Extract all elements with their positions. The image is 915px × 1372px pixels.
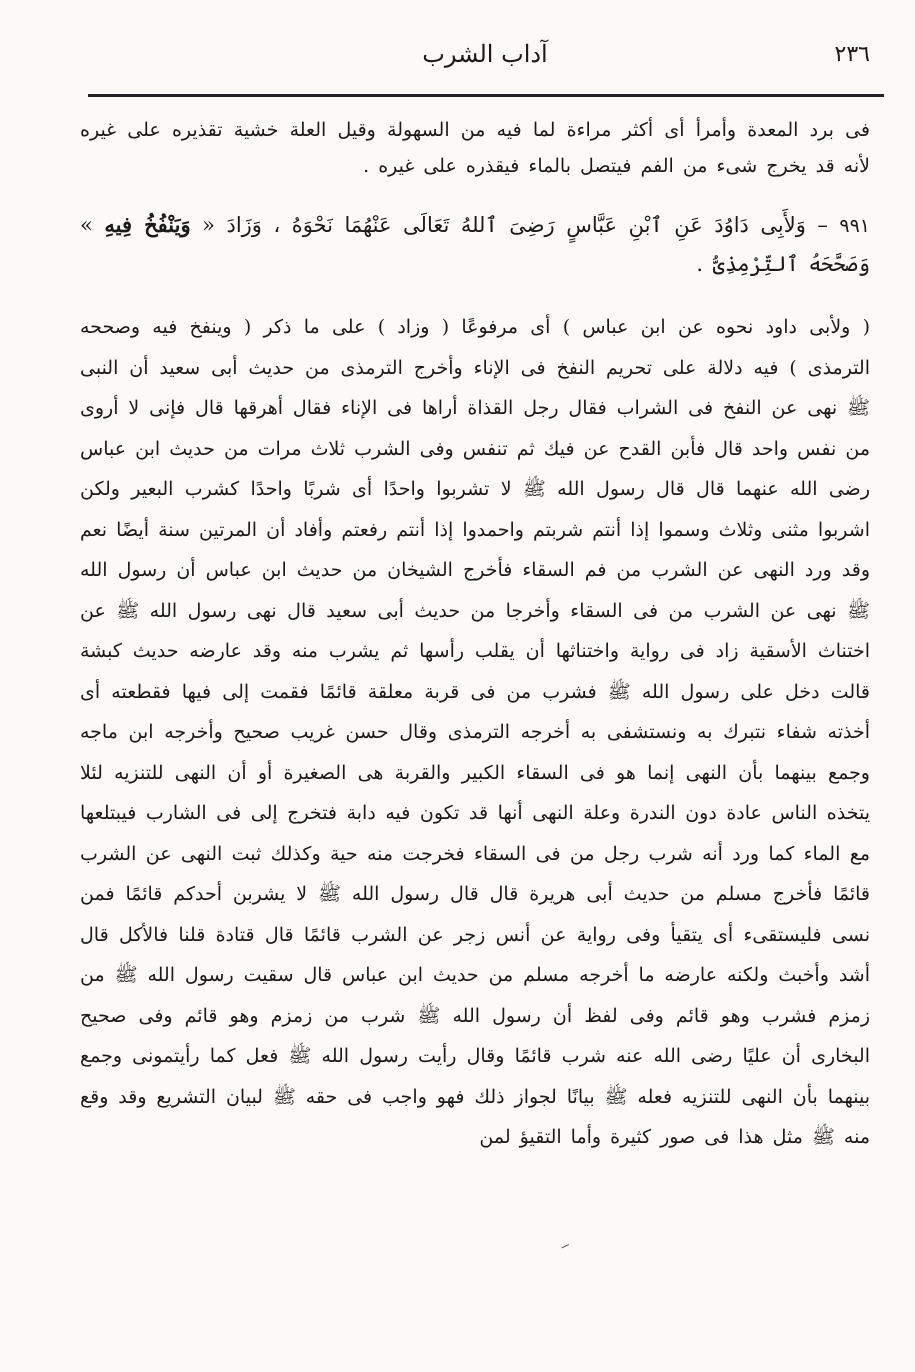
page-header [90, 38, 880, 88]
page-body [80, 112, 870, 1158]
header-rule [88, 94, 884, 97]
hadith-text: – وَلأَبِى دَاوُدَ عَنِ ٱبْنِ عَبَّاسٍ رَضِىَ ٱللهُ تَعَالَى عَنْهُمَا نَحْوَهُ ، وَزَادَ « [202, 213, 828, 237]
running-title: آداب الشرب [422, 40, 548, 68]
intro-paragraph: فى برد المعدة وأمرأ أى أكثر مراءة لما فيه من السهولة وقيل العلة خشية تقذيره على غيره لأنه قد يخرج شىء من الفم فيتصل بالماء فيقذره على غيره . [80, 119, 870, 177]
commentary-paragraph: ( ولأبى داود نحوه عن ابن عباس ) أى مرفوعًا ( وزاد ) على ما ذكر ( وينفخ فيه وصححه الترمذى ) فيه دلالة على تحريم النفخ فى الإناء وأخرج الترمذى من حديث أبى سعيد أن النبى ﷺ نهى عن النفخ فى الشراب فقال رجل القذاة أراها فى الإناء فقال أهرقها قال فإنى لا أروى من نفس واحد قال فأبن القدح عن فيك ثم تنفس وفى الشرب ثلاث مرات من حديث ابن عباس رضى الله عنهما قال قال رسول الله ﷺ لا تشربوا واحدًا أى شربًا واحدًا كشرب البعير ولكن اشربوا مثنى وثلاث وسموا إذا أنتم شربتم واحمدوا إذا أنتم رفعتم وأفاد أن المرتين سنة أيضًا نعم وقد ورد النهى عن الشرب من فم السقاء فأخرج الشيخان من حديث ابن عباس أن رسول الله ﷺ نهى عن الشرب من فى السقاء وأخرجا من حديث أبى سعيد قال نهى رسول الله ﷺ عن اختناث الأسقية زاد فى رواية واختناثها أن يقلب رأسها ثم يشرب منه وقد عارضه حديث كبشة قالت دخل على رسول الله ﷺ فشرب من فى قربة معلقة قائمًا فقمت إلى فيها فقطعته أى أخذته شفاء نتبرك به ونستشفى به أخرجه الترمذى وقال حسن غريب صحيح وأخرجه ابن ماجه وجمع بينهما بأن النهى إنما هو فى السقاء الكبير والقربة هى الصغيرة أو أن النهى للتنزيه لئلا يتخذه الناس عادة دون الندرة وعلة النهى أنها قد تكون فيه دابة فتخرج إلى فى الشارب فيبتلعها مع الماء كما ورد أنه شرب رجل من فى السقاء فخرجت منه حية وكذلك ثبت النهى عن الشرب قائمًا فأخرج مسلم من حديث أبى هريرة قال قال رسول الله ﷺ لا يشربن أحدكم قائمًا فمن نسى فليستقىء أى يتقيأ وفى رواية عن أنس زجر عن الشرب قائمًا قال قتادة قلنا فالأكل قال أشد وأخبث ولكنه عارضه ما أخرجه مسلم من حديث ابن عباس قال سقيت رسول الله ﷺ من زمزم فشرب وهو قائم وفى لفظ أن رسول الله ﷺ شرب من زمزم وهو قائم وفى صحيح البخارى أن عليًا رضى الله عنه شرب قائمًا وقال رأيت رسول الله ﷺ فعل كما رأيتمونى وجمع بينهما بأن النهى للتنزيه فعله ﷺ بيانًا لجواز ذلك فهو واجب فى حقه ﷺ لبيان التشريع وقد وقع منه ﷺ مثل هذا فى صور كثيرة وأما التقيؤ لمن [80, 316, 870, 1148]
hadith-tail: » وَصَحَّحَهُ ٱلتِّرْمِذِىُّ . [80, 213, 870, 276]
hadith-paragraph [80, 206, 870, 283]
stray-mark [559, 1239, 569, 1249]
hadith-bold-text: وَيَنْفُخُ فِيهِ [104, 212, 191, 237]
hadith-number: ٩٩١ [839, 215, 870, 237]
page-number: ٢٣٦ [834, 42, 870, 67]
